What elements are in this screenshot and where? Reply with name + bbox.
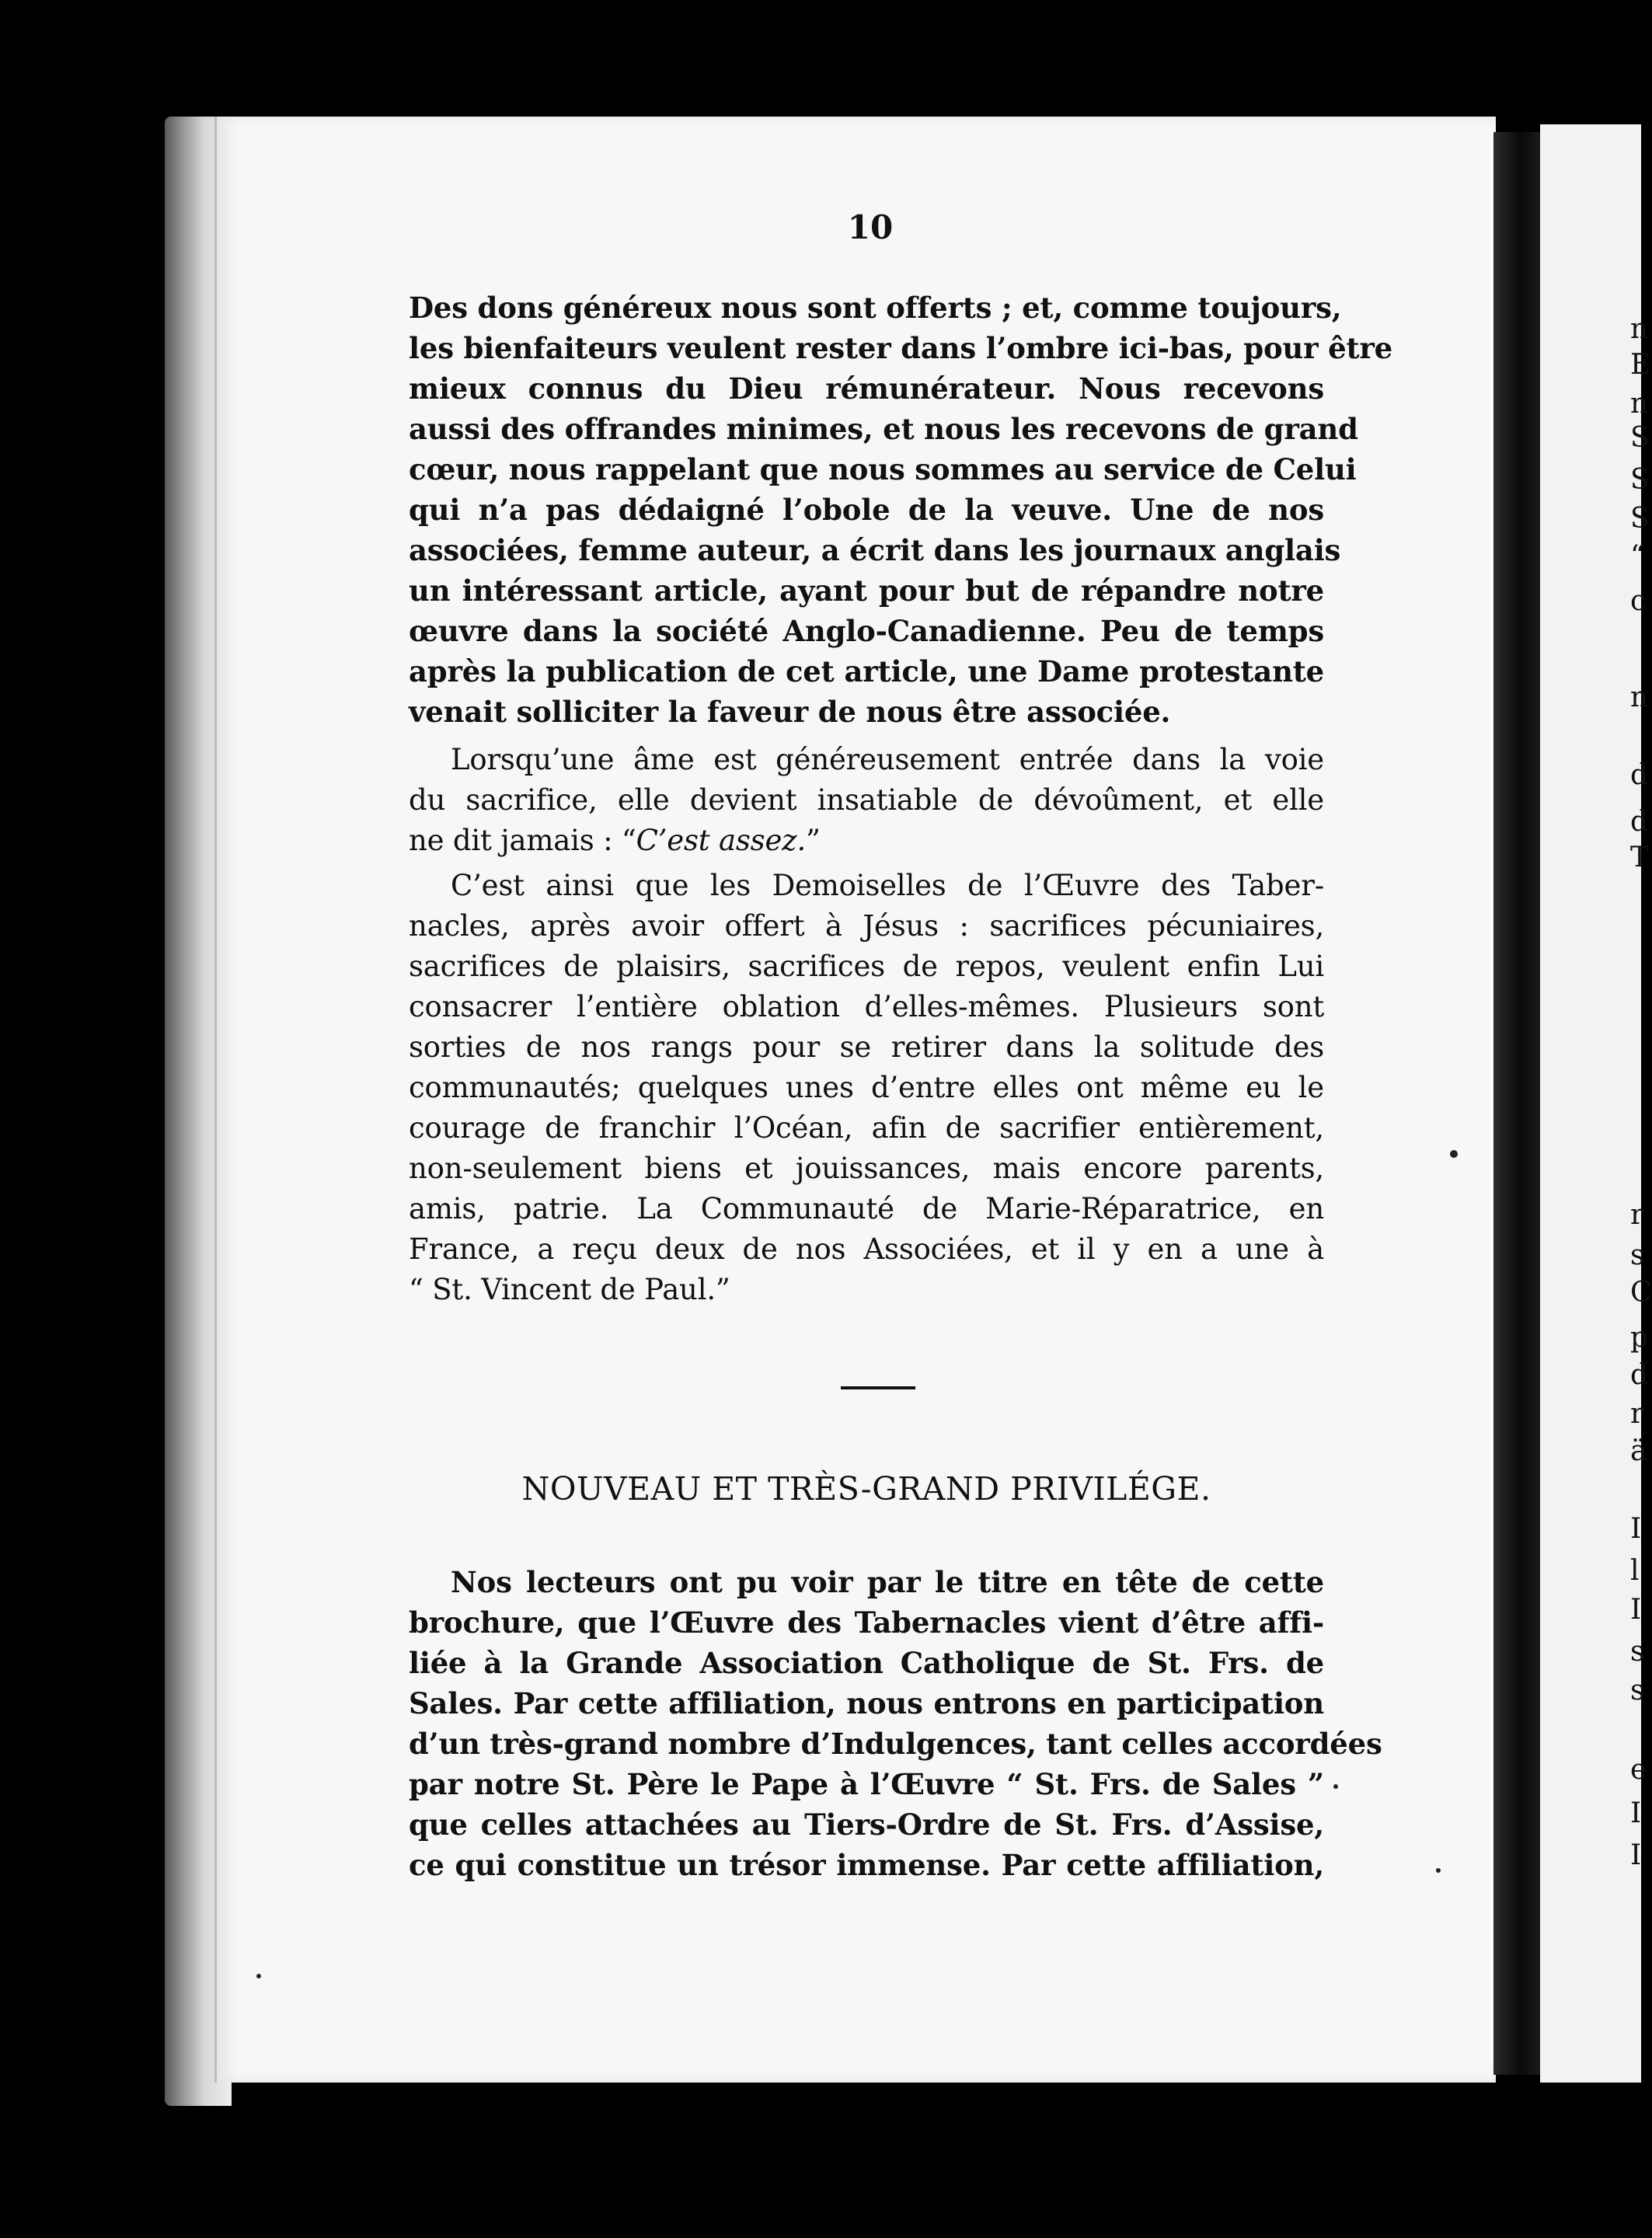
paragraph-line: sacrifices de plaisirs, sacrifices de repos, veulent enfin Lui [409,950,1324,983]
paragraph-line: Lorsqu’une âme est généreusement entrée dans la voie [451,743,1324,776]
paragraph-line: aussi des offrandes minimes, et nous les recevons de grand [409,412,1358,446]
paragraph-line: d’un très-grand nombre d’Indulgences, tant celles accordées [409,1727,1382,1761]
facing-page-char: p [1630,1322,1649,1354]
paragraph-line: associées, femme auteur, a écrit dans les journaux anglais [409,533,1341,567]
paragraph-line: amis, patrie. La Communauté de Marie-Réparatrice, en [409,1192,1324,1225]
paragraph-line: par notre St. Père le Pape à l’Œuvre “ St. Frs. de Sales ” [409,1767,1324,1801]
facing-page-char: “ [1630,540,1645,572]
scan-speck [1436,1868,1441,1873]
facing-page-char: d [1630,759,1649,791]
facing-page-char: I [1630,1839,1642,1871]
section-divider [841,1386,915,1389]
paragraph-line: non-seulement biens et jouissances, mais encore parents, [409,1152,1324,1185]
paragraph-line: cœur, nous rappelant que nous sommes au service de Celui [409,452,1357,486]
paragraph-line: que celles attachées au Tiers-Ordre de St. Frs. d’Assise, [409,1807,1324,1842]
facing-page-char: d [1630,1359,1649,1391]
paragraph-line: consacrer l’entière oblation d’elles-mêmes. Plusieurs sont [409,990,1324,1023]
facing-page-char: s [1630,1675,1645,1706]
paragraph-line: Des dons généreux nous sont offerts ; et, comme toujours, [409,291,1342,325]
paragraph-4 [409,1562,1382,1885]
paragraph-line: sorties de nos rangs pour se retirer dans la solitude des [409,1030,1324,1064]
paragraph-line-quote [409,821,1324,861]
paragraph-line: venait solliciter la faveur de nous être associée. [409,695,1171,729]
facing-page-char: E [1630,349,1651,381]
paragraph-line: œuvre dans la société Anglo-Canadienne. Peu de temps [409,614,1324,648]
paragraph-line: communautés; quelques unes d’entre elles ont même eu le [409,1071,1324,1104]
facing-page-char: l [1630,1555,1640,1587]
section-heading: NOUVEAU ET TRÈS-GRAND PRIVILÉGE. [521,1470,1211,1508]
paragraph-line: nacles, après avoir offert à Jésus : sacrifices pécuniaires, [409,909,1324,943]
facing-page-char: c [1630,585,1647,617]
page-number: 10 [847,208,894,246]
facing-page-char: e [1630,1754,1647,1786]
scan-speck [1450,1150,1458,1158]
paragraph-line: brochure, que l’Œuvre des Tabernacles vient d’être affi- [409,1605,1324,1640]
paragraph-3 [409,866,1324,1310]
facing-page-char: n [1630,313,1649,345]
paragraph-line: C’est ainsi que les Demoiselles de l’Œuvre des Taber- [451,869,1324,902]
paragraph-1 [409,288,1392,732]
paragraph-line: France, a reçu deux de nos Associées, et il y en a une à [409,1232,1324,1266]
paragraph-2 [409,740,1324,861]
paragraph-line: les bienfaiteurs veulent rester dans l’ombre ici-bas, pour être [409,331,1392,365]
quote-italic: C’est assez. [636,824,807,857]
paragraph-line: après la publication de cet article, une Dame protestante [409,654,1324,688]
facing-page-char: C [1630,1277,1652,1309]
scan-speck [1333,1784,1338,1789]
facing-page-char: I [1630,1594,1642,1626]
facing-page-char: S [1630,503,1650,535]
book-gutter [1493,132,1540,2075]
facing-page-char: I [1630,1797,1642,1829]
paragraph-line: liée à la Grande Association Catholique de St. Frs. de [409,1646,1324,1680]
paragraph-line: qui n’a pas dédaigné l’obole de la veuve. Une de nos [409,493,1324,527]
facing-page-char: r [1630,1398,1644,1430]
paragraph-line: Nos lecteurs ont pu voir par le titre en tête de cette [451,1565,1324,1599]
facing-page-char: n [1630,682,1649,713]
facing-page-char: T [1630,842,1650,873]
paragraph-line: “ St. Vincent de Paul.” [409,1273,730,1306]
facing-page-char: S [1630,464,1650,496]
facing-page-char: I [1630,1513,1642,1545]
paragraph-line: ce qui constitue un trésor immense. Par cette affiliation, [409,1848,1324,1882]
facing-page-char: d [1630,806,1649,838]
paragraph-line: du sacrifice, elle devient insatiable de dévoûment, et elle [409,783,1324,817]
paragraph-line: Sales. Par cette affiliation, nous entrons en participation [409,1686,1324,1720]
paragraph-line: mieux connus du Dieu rémunérateur. Nous recevons [409,371,1324,406]
paragraph-line: un intéressant article, ayant pour but de répandre notre [409,573,1324,608]
quote-suffix: ” [806,824,821,857]
facing-page-char: s [1630,1636,1645,1668]
facing-page-char: n [1630,388,1649,420]
facing-page-char: r [1630,1199,1644,1231]
facing-page [1540,124,1644,2083]
quote-prefix: ne dit jamais : “ [409,824,636,857]
facing-page-char: S [1630,422,1650,454]
paragraph-line: courage de franchir l’Océan, afin de sacrifier entièrement, [409,1111,1324,1145]
scan-speck [256,1974,261,1978]
facing-page-char: ä [1630,1435,1647,1467]
facing-page-char: s [1630,1239,1645,1271]
